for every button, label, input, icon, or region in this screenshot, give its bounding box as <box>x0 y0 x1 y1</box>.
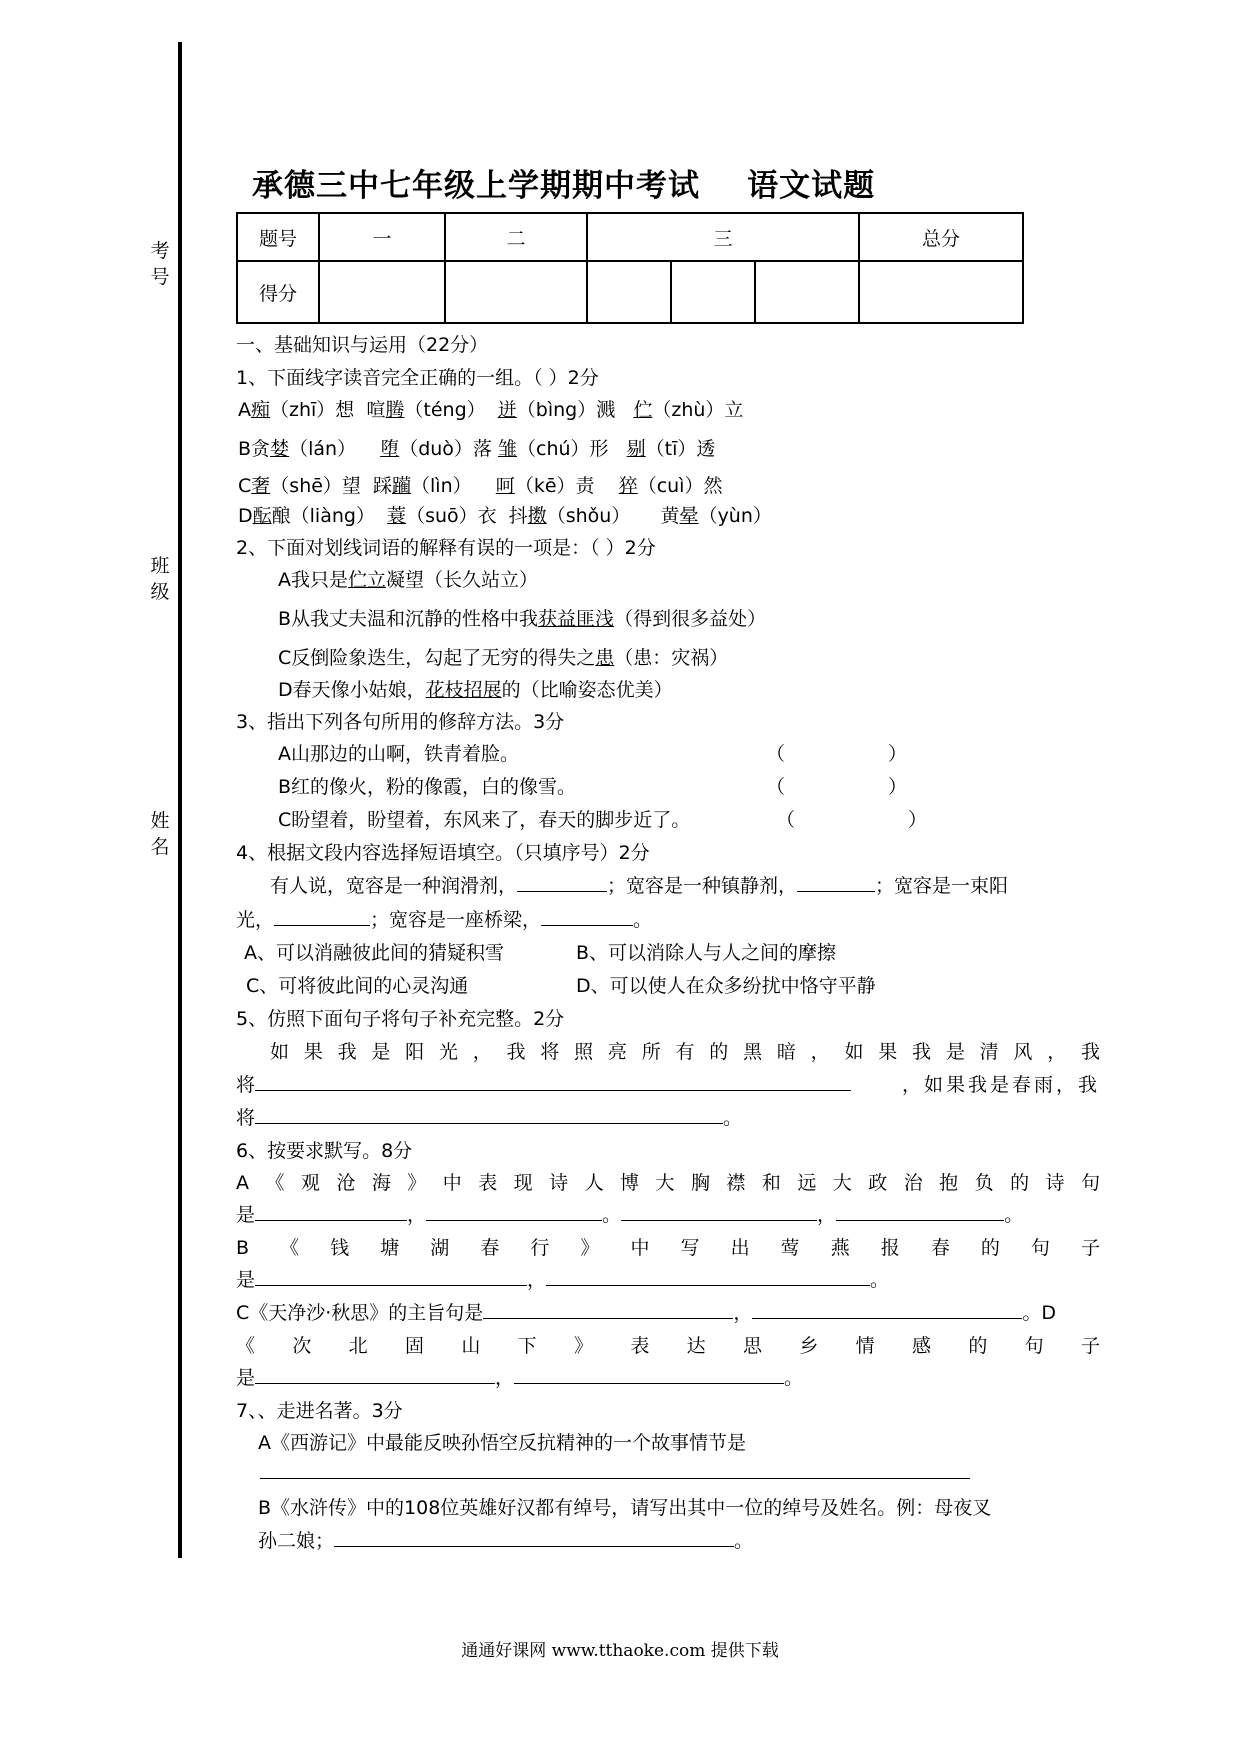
question-4-option-a: A、可以消融彼此间的猜疑积雪 <box>244 942 504 964</box>
score-header-cell: 题号 <box>237 213 319 261</box>
answer-paren-close: ） <box>888 776 908 798</box>
question-4-option-c: C、可将彼此间的心灵沟通 <box>246 975 469 997</box>
question-4-option-d: D、可以使人在众多纷扰中恪守平静 <box>576 975 876 997</box>
exam-title: 承德三中七年级上学期期中考试 语文试题 <box>252 168 876 204</box>
side-label-class: 班级 <box>150 555 170 603</box>
question-1-option-b: B贪婪（lán） 堕（duò）落 雏（chú）形 剔（tī）透 <box>238 438 716 460</box>
question-6-part-b-prompt: B《钱塘湖春行》中写出莺燕报春的句子 <box>236 1237 1100 1259</box>
score-cell <box>859 261 1023 323</box>
question-3-stem: 3、指出下列各句所用的修辞方法。3分 <box>236 711 565 733</box>
question-3-option-a: A山那边的山啊，铁青着脸。 <box>278 743 519 765</box>
question-7-part-b: B《水浒传》中的108位英雄好汉都有绰号，请写出其中一位的绰号及姓名。例：母夜叉 <box>258 1497 992 1519</box>
question-6-part-c: C《天净沙·秋思》的主旨句是 ， 。D <box>236 1302 1056 1324</box>
question-2-option-c: C反倒险象迭生，勾起了无穷的得失之患（患：灾祸） <box>278 647 729 669</box>
question-7-part-a-blank <box>260 1460 970 1484</box>
question-7-part-a: A《西游记》中最能反映孙悟空反抗精神的一个故事情节是 <box>258 1432 746 1454</box>
question-7-part-b-blank: 孙二娘； 。 <box>258 1530 754 1552</box>
score-cell <box>587 261 671 323</box>
score-row-label: 得分 <box>237 261 319 323</box>
question-1-stem: 1、下面线字读音完全正确的一组。（ ）2分 <box>236 367 599 389</box>
score-header-cell: 三 <box>587 213 859 261</box>
question-1-option-c: C奢（shē）望 踩躏（lìn） 呵（kē）责 猝（cuì）然 <box>238 475 723 497</box>
side-label-name: 姓名 <box>150 810 170 858</box>
question-5-sample-sentence: 如果我是阳光，我将照亮所有的黑暗，如果我是清风，我 <box>270 1041 1100 1063</box>
answer-paren-close: ） <box>908 809 928 831</box>
score-cell <box>445 261 587 323</box>
score-header-cell: 一 <box>319 213 445 261</box>
question-3-option-c: C盼望着，盼望着，东风来了，春天的脚步近了。 <box>278 809 691 831</box>
question-6-part-a-prompt: A《观沧海》中表现诗人博大胸襟和远大政治抱负的诗句 <box>236 1172 1100 1194</box>
question-4-passage-line1: 有人说，宽容是一种润滑剂， ；宽容是一种镇静剂， ；宽容是一束阳 <box>270 875 1009 897</box>
answer-paren-open: （ <box>766 776 786 798</box>
question-5-fill-line1: 将 ，如果我是春雨，我 <box>236 1074 1100 1096</box>
question-6-part-a-blanks: 是 ， 。 ， 。 <box>236 1204 1024 1226</box>
score-header-cell: 二 <box>445 213 587 261</box>
question-3-option-b: B红的像火，粉的像霞，白的像雪。 <box>278 776 577 798</box>
answer-paren-open: （ <box>776 809 796 831</box>
question-2-option-b: B从我丈夫温和沉静的性格中我获益匪浅（得到很多益处） <box>278 608 767 630</box>
question-1-option-a: A痴（zhī）想 喧腾（téng） 迸（bìng）溅 伫（zhù）立 <box>238 399 744 421</box>
answer-paren-open: （ <box>766 743 786 765</box>
question-6-part-d-blanks: 是 ， 。 <box>236 1367 804 1389</box>
question-7-stem: 7、、走进名著。3分 <box>236 1400 403 1422</box>
page-footer: 通通好课网 www.tthaoke.com 提供下载 <box>461 1641 779 1661</box>
score-table <box>236 212 1024 324</box>
question-4-passage-line2: 光， ；宽容是一座桥梁， 。 <box>236 909 653 931</box>
question-5-stem: 5、仿照下面句子将句子补充完整。2分 <box>236 1008 565 1030</box>
question-2-option-a: A我只是伫立凝望（长久站立） <box>278 569 539 591</box>
question-4-stem: 4、根据文段内容选择短语填空。（只填序号）2分 <box>236 842 650 864</box>
answer-paren-close: ） <box>888 743 908 765</box>
question-1-option-d: D酝酿（liàng） 蓑（suō）衣 抖擞（shǒu） 黄晕（yùn） <box>238 505 772 527</box>
question-2-option-d: D春天像小姑娘，花枝招展的（比喻姿态优美） <box>278 679 673 701</box>
section-heading: 一、基础知识与运用（22分） <box>236 334 489 356</box>
side-label-exam-number: 考号 <box>150 240 170 288</box>
score-cell <box>319 261 445 323</box>
score-cell <box>755 261 859 323</box>
margin-binding-line <box>178 42 182 1558</box>
question-4-option-b: B、可以消除人与人之间的摩擦 <box>576 942 837 964</box>
question-2-stem: 2、下面对划线词语的解释有误的一项是：（ ）2分 <box>236 537 656 559</box>
question-5-fill-line2: 将 。 <box>236 1107 743 1129</box>
score-header-cell: 总分 <box>859 213 1023 261</box>
question-6-part-b-blanks: 是 ， 。 <box>236 1269 890 1291</box>
score-cell <box>671 261 755 323</box>
question-6-part-d-prompt: 《次北固山下》表达思乡情感的句子 <box>236 1335 1100 1357</box>
question-6-stem: 6、按要求默写。8分 <box>236 1140 413 1162</box>
